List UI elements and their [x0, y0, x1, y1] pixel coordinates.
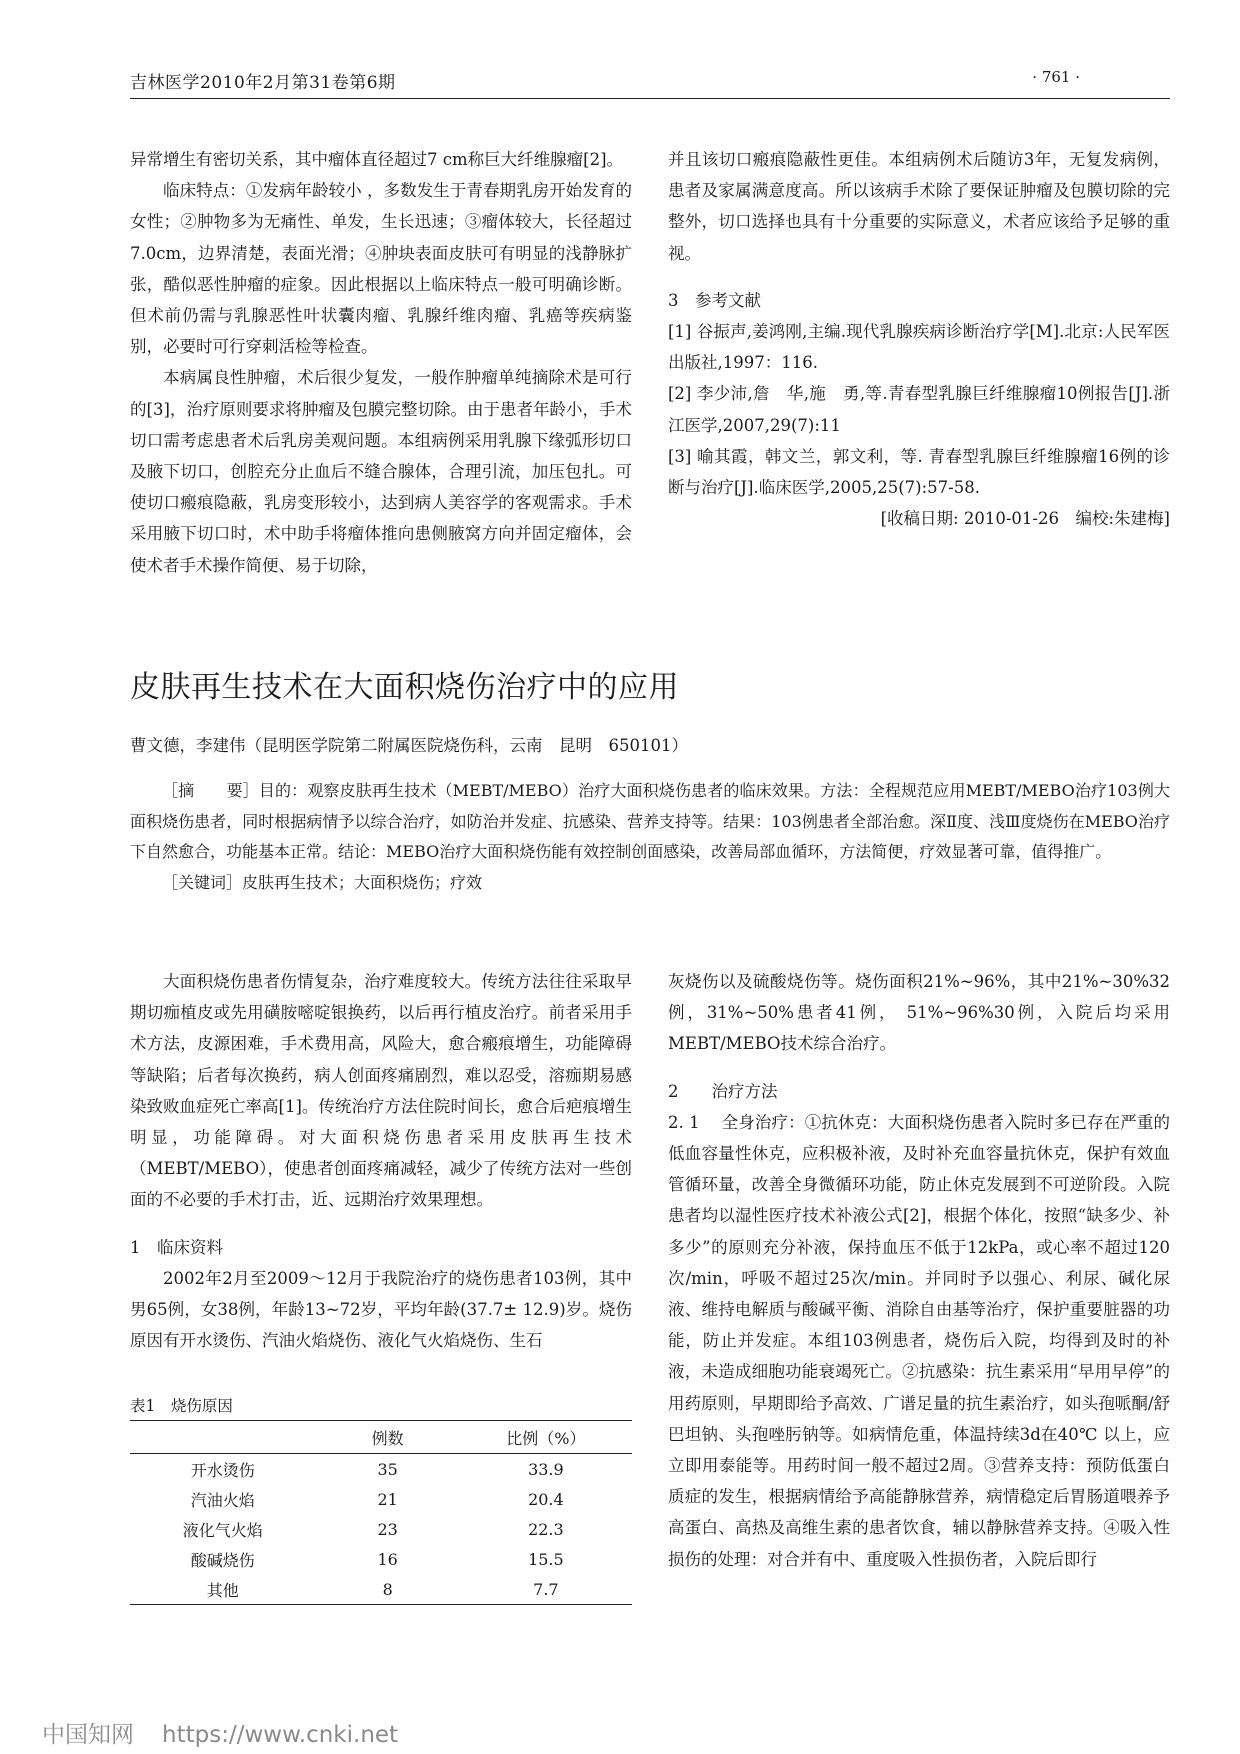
table-cell: 22.3 — [528, 1519, 564, 1539]
table-row — [130, 1454, 632, 1485]
paragraph: 灰烧伤以及硫酸烧伤等。烧伤面积21%~96%，其中21%~30%32例，31%~50%患者41例， 51%~96%30例，入院后均采用MEBT/MEBO技术综合治疗。 — [668, 972, 1170, 1054]
page-number: · 761 · — [1032, 68, 1080, 86]
paragraph: 2. 1 全身治疗：①抗休克：大面积烧伤患者入院时多已存在严重的低血容量性休克，应积极补液，及时补充血容量抗休克，保护有效血管循环量，改善全身微循环功能，防止休克发展到不可逆阶段。入院患者均以湿性医疗技术补液公式[2]，根据个体化，按照“缺多少、补多少”的原则充分补液，保持血压不低于12kPa，或心率不超过120次/min，呼吸不超过25次/min。并同时予以强心、利尿、碱化尿液、维持电解质与酸碱平衡、消除自由基等治疗，保护重要脏器的功能，防止并发症。本组103例患者，烧伤后入院，均得到及时的补液，未造成细胞功能衰竭死亡。②抗感染：抗生素采用“早用早停”的用药原则，早期即给予高效、广谱足量的抗生素治疗，如头孢哌酮/舒巴坦钠、头孢唑肟钠等。如病情危重，体温持续3d在40℃ 以上，应立即用泰能等。用药时间一般不超过2周。③营养支持：预防低蛋白质症的发生，根据病情给予高能静脉营养，病情稳定后胃肠道喂养予高蛋白、高热及高维生素的患者饮食，辅以静脉营养支持。④吸入性损伤的处理：对合并有中、重度吸入性损伤者，入院后即行 — [668, 1112, 1170, 1569]
reference-item: [3] 喻其霞，韩文兰，郭文利，等. 青春型乳腺巨纤维腺瘤16例的诊断与治疗[J].临床医学,2005,25(7):57-58. — [668, 446, 1170, 498]
table-cell: 酸碱烧伤 — [190, 1550, 255, 1570]
received-date: [收稿日期: 2010-01-26 编校:朱建梅] — [880, 509, 1170, 529]
table-row — [130, 1544, 632, 1574]
table-header: 例数 — [316, 1421, 460, 1454]
table-header — [130, 1421, 316, 1454]
table-cell: 8 — [316, 1574, 460, 1605]
cnki-url[interactable]: https://www.cnki.net — [162, 1722, 399, 1748]
table-header: 比例（%） — [460, 1421, 632, 1454]
table-cell: 汽油火焰 — [190, 1490, 255, 1510]
article-left-column — [130, 966, 632, 1356]
abstract-text: ［摘 要］目的：观察皮肤再生技术（MEBT/MEBO）治疗大面积烧伤患者的临床效果。方法：全程规范应用MEBT/MEBO治疗103例大面积烧伤患者，同时根据病情予以综合治疗，如防治并发症、抗感染、营养支持等。结果：103例患者全部治愈。深Ⅱ度、浅Ⅲ度烧伤在MEBO治疗下自然愈合，功能基本正常。结论：MEBO治疗大面积烧伤能有效控制创面感染，改善局部血循环，方法简便，疗效显著可靠，值得推广。 — [130, 781, 1170, 861]
keywords: ［关键词］皮肤再生技术；大面积烧伤；疗效 — [162, 872, 483, 892]
reference-item: [1] 谷振声,姜鸿刚,主编.现代乳腺疾病诊断治疗学[M].北京:人民军医出版社,1997：116. — [668, 322, 1170, 373]
reference-item: [2] 李少沛,詹 华,施 勇,等.青春型乳腺巨纤维腺瘤10例报告[J].浙江医学,2007,29(7):11 — [668, 384, 1170, 435]
cnki-logo-text: 中国知网 — [42, 1722, 134, 1748]
paragraph: 2002年2月至2009～12月于我院治疗的烧伤患者103例，其中男65例，女38例，年龄13~72岁，平均年龄(37.7± 12.9)岁。烧伤原因有开水烫伤、汽油火焰烧伤、液化气火焰烧伤、生石 — [130, 1268, 632, 1351]
table-cell: 7.7 — [460, 1574, 632, 1605]
paragraph: 临床特点：①发病年龄较小 ，多数发生于青春期乳房开始发育的女性；②肿物多为无痛性、单发，生长迅速；③瘤体较大，长径超过7.0cm，边界清楚，表面光滑；④肿块表面皮肤可有明显的浅静脉扩张，酷似恶性肿瘤的症象。因此根据以上临床特点一般可明确诊断。但术前仍需与乳腺恶性叶状囊肉瘤、乳腺纤维肉瘤、乳癌等疾病鉴别，必要时可行穿刺活检等检查。 — [130, 181, 632, 357]
table-cell: 23 — [377, 1519, 398, 1539]
table-cell: 15.5 — [528, 1549, 564, 1569]
article-right-column — [668, 966, 1170, 1575]
article-title: 皮肤再生技术在大面积烧伤治疗中的应用 — [130, 670, 679, 705]
table-header-row — [130, 1421, 632, 1454]
table-caption: 表1 烧伤原因 — [130, 1397, 233, 1415]
references-heading: 3 参考文献 — [668, 290, 761, 310]
table-cell: 其他 — [130, 1574, 316, 1605]
section-heading: 2 治疗方法 — [668, 1081, 778, 1101]
intro-paragraph: 大面积烧伤患者伤情复杂，治疗难度较大。传统方法往往采取早期切痂植皮或先用磺胺嘧啶银换药，以后再行植皮治疗。前者采用手术方法，皮源困难，手术费用高，风险大，愈合瘢痕增生，功能障碍等缺陷；后者每次换药，病人创面疼痛剧烈，难以忍受，溶痂期易感染致败血症死亡率高[1]。传统治疗方法住院时间长，愈合后疤痕增生明显，功能障碍。对大面积烧伤患者采用皮肤再生技术（MEBT/MEBO），使患者创面疼痛减轻，减少了传统方法对一些创面的不必要的手术打击，近、远期治疗效果理想。 — [130, 972, 632, 1210]
table-cell: 开水烫伤 — [190, 1460, 255, 1480]
article-authors: 曹文德，李建伟（昆明医学院第二附属医院烧伤科，云南 昆明 650101） — [130, 736, 688, 755]
journal-header: 吉林医学2010年2月第31卷第6期 — [130, 73, 396, 93]
cnki-watermark — [42, 1716, 426, 1749]
prev-article-left-column — [130, 144, 632, 581]
abstract-block — [130, 776, 1170, 898]
table-cell: 35 — [377, 1459, 398, 1479]
table-row — [130, 1574, 632, 1605]
header-rule — [130, 98, 1170, 99]
paragraph: 本病属良性肿瘤，术后很少复发，一般作肿瘤单纯摘除术是可行的[3]，治疗原则要求将肿瘤及包膜完整切除。由于患者年龄小，手术切口需考虑患者术后乳房美观问题。本组病例采用乳腺下缘弧形切口及腋下切口，创腔充分止血后不缝合腺体，合理引流，加压包扎。可使切口瘢痕隐蔽，乳房变形较小，达到病人美容学的客观需求。手术采用腋下切口时，术中助手将瘤体推向患侧腋窝方向并固定瘤体，会使术者手术操作简便、易于切除， — [130, 368, 632, 575]
table-cell: 33.9 — [528, 1459, 564, 1479]
data-table — [130, 1420, 632, 1605]
table-cell: 16 — [377, 1549, 398, 1569]
prev-article-right-column — [668, 144, 1170, 534]
paragraph: 异常增生有密切关系，其中瘤体直径超过7 cm称巨大纤维腺瘤[2]。 — [130, 150, 624, 169]
table-row — [130, 1514, 632, 1544]
table-row — [130, 1484, 632, 1514]
paragraph: 并且该切口瘢痕隐蔽性更佳。本组病例术后随访3年，无复发病例，患者及家属满意度高。所以该病手术除了要保证肿瘤及包膜切除的完整外，切口选择也具有十分重要的实际意义，术者应该给予足够的重视。 — [668, 150, 1170, 263]
table-cell: 液化气火焰 — [182, 1520, 263, 1540]
table-cell: 20.4 — [528, 1489, 564, 1509]
section-heading: 1 临床资料 — [130, 1237, 223, 1257]
table-cell: 21 — [377, 1489, 398, 1509]
